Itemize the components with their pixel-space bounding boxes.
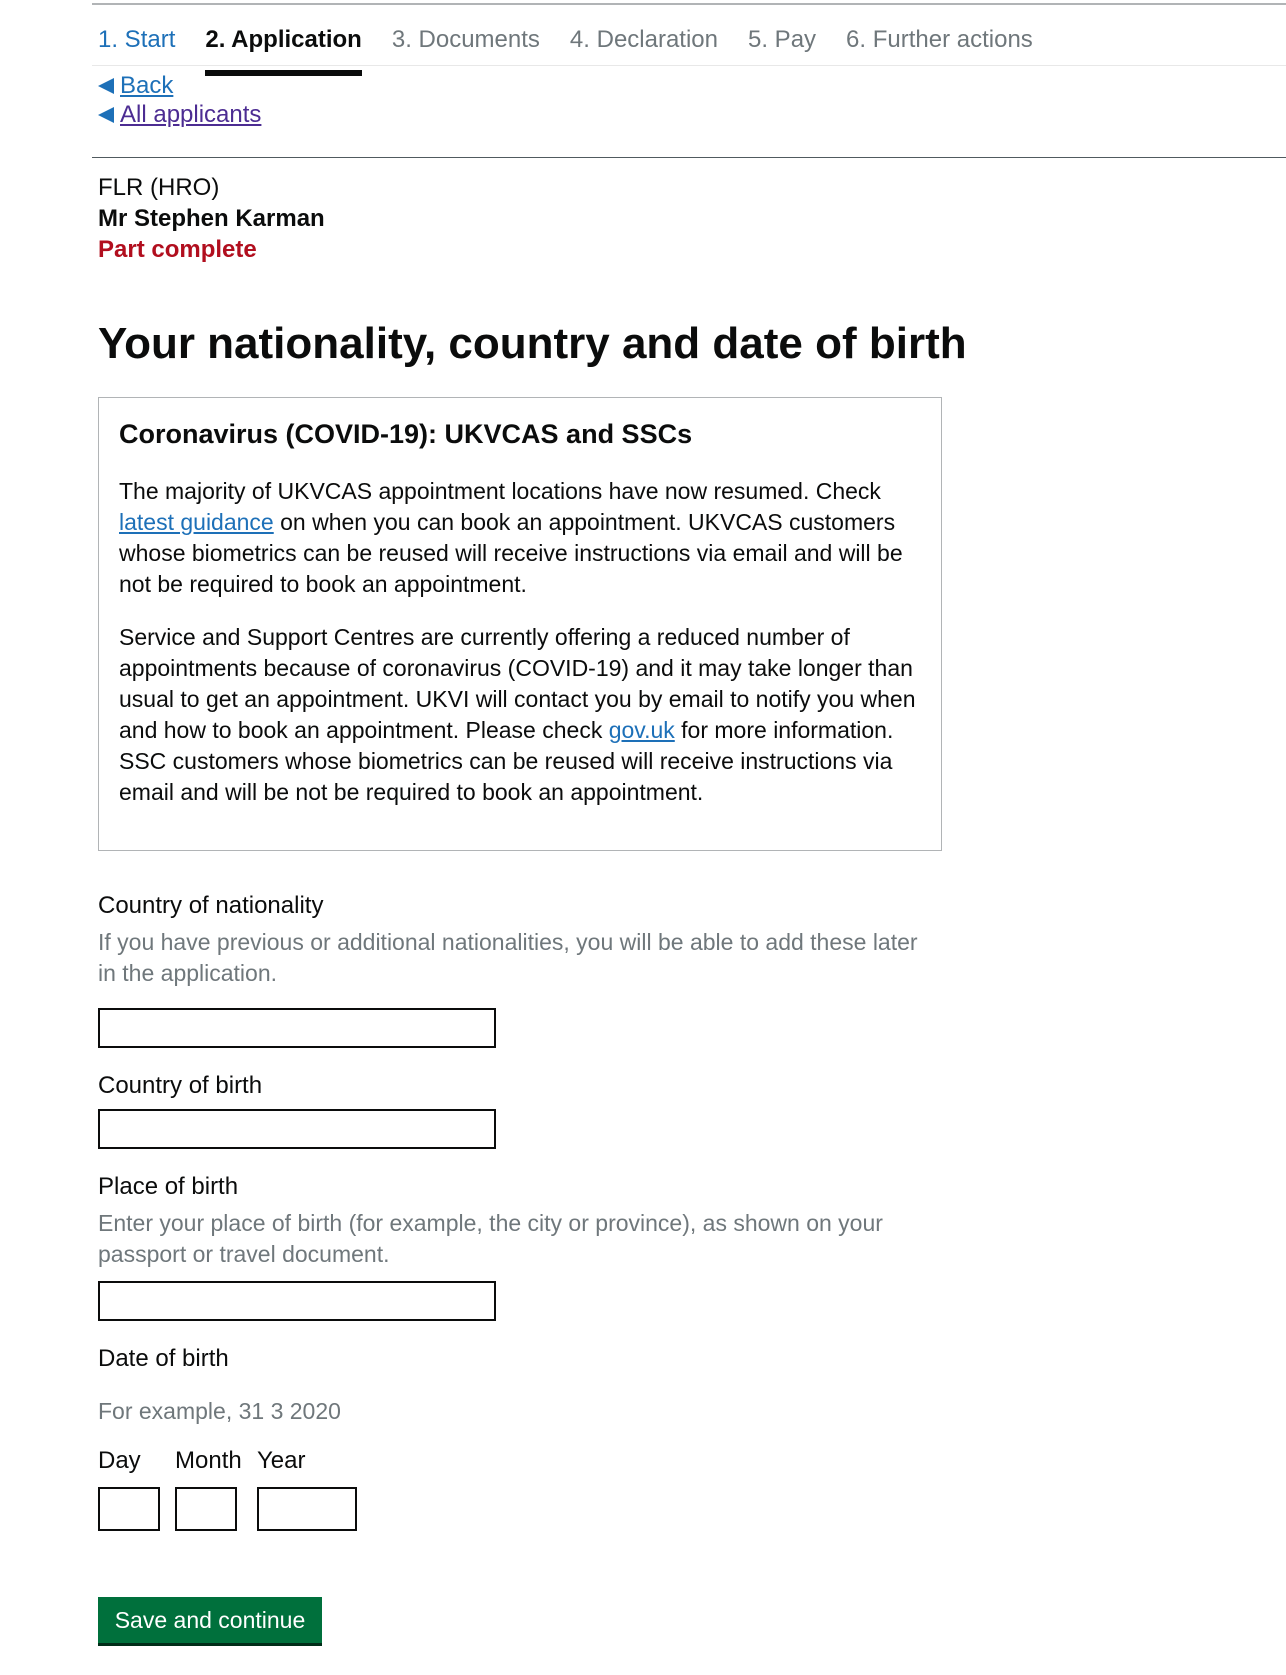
nationality-hint: If you have previous or additional nationalities, you will be able to add these later in the application. — [98, 929, 918, 986]
birth-country-input[interactable] — [98, 1109, 496, 1149]
applicant-summary — [98, 172, 325, 265]
step-further-actions: 6. Further actions — [846, 26, 1033, 53]
dob-year-label: Year — [257, 1447, 306, 1474]
birth-place-hint: Enter your place of birth (for example, the city or province), as shown on your passport or travel document. — [98, 1210, 883, 1267]
back-link-row — [98, 71, 173, 101]
gov-uk-link[interactable]: gov.uk — [608, 717, 675, 743]
back-link[interactable]: Back — [120, 72, 174, 99]
step-divider — [92, 65, 1286, 66]
page-title: Your nationality, country and date of birth — [98, 319, 967, 368]
step-pay: 5. Pay — [748, 26, 817, 53]
nationality-label: Country of nationality — [98, 892, 324, 919]
covid-notice-panel — [98, 397, 942, 851]
all-applicants-link[interactable]: All applicants — [120, 101, 262, 128]
step-application[interactable]: 2. Application — [205, 24, 361, 66]
applicant-name: Mr Stephen Karman — [98, 205, 325, 232]
back-arrow-icon — [98, 107, 114, 123]
application-route: FLR (HRO) — [98, 174, 220, 201]
notice-heading: Coronavirus (COVID-19): UKVCAS and SSCs — [119, 419, 693, 449]
latest-guidance-link[interactable]: latest guidance — [119, 509, 274, 535]
birth-place-label: Place of birth — [98, 1173, 239, 1200]
birth-country-label: Country of birth — [98, 1072, 263, 1099]
save-and-continue-button[interactable]: Save and continue — [98, 1597, 322, 1643]
notice-paragraph-ukvcas: The majority of UKVCAS appointment locations have now resumed. Check latest guidance on when you can book an appointment. UKVCAS customers whose biometrics can be reused will receive instructions via email and will be not be required to book an appointment. — [119, 478, 903, 597]
dob-month-label: Month — [175, 1447, 242, 1474]
status-badge: Part complete — [98, 236, 257, 263]
dob-label: Date of birth — [98, 1345, 229, 1372]
dob-hint: For example, 31 3 2020 — [98, 1398, 341, 1424]
dob-day-label: Day — [98, 1447, 141, 1474]
step-declaration: 4. Declaration — [569, 26, 718, 53]
notice-paragraph-ssc: Service and Support Centres are currently offering a reduced number of appointments because of coronavirus (COVID-19) and it may take longer than usual to get an appointment. UKVI will contact you by email to notify you when and how to book an appointment. Please check gov.uk for more information. SSC customers whose biometrics can be reused will receive instructions via email and will be not be required to book an appointment. — [119, 624, 916, 805]
step-documents: 3. Documents — [391, 26, 540, 53]
dob-year-input[interactable] — [257, 1487, 357, 1531]
top-border — [92, 3, 1286, 5]
back-arrow-icon — [98, 78, 114, 94]
step-navigation — [98, 24, 1286, 66]
step-start[interactable]: 1. Start — [98, 26, 176, 53]
birth-place-input[interactable] — [98, 1281, 496, 1321]
all-applicants-link-row — [98, 100, 261, 130]
dob-month-input[interactable] — [175, 1487, 237, 1531]
section-divider — [92, 157, 1286, 158]
dob-day-input[interactable] — [98, 1487, 160, 1531]
nationality-input[interactable] — [98, 1008, 496, 1048]
